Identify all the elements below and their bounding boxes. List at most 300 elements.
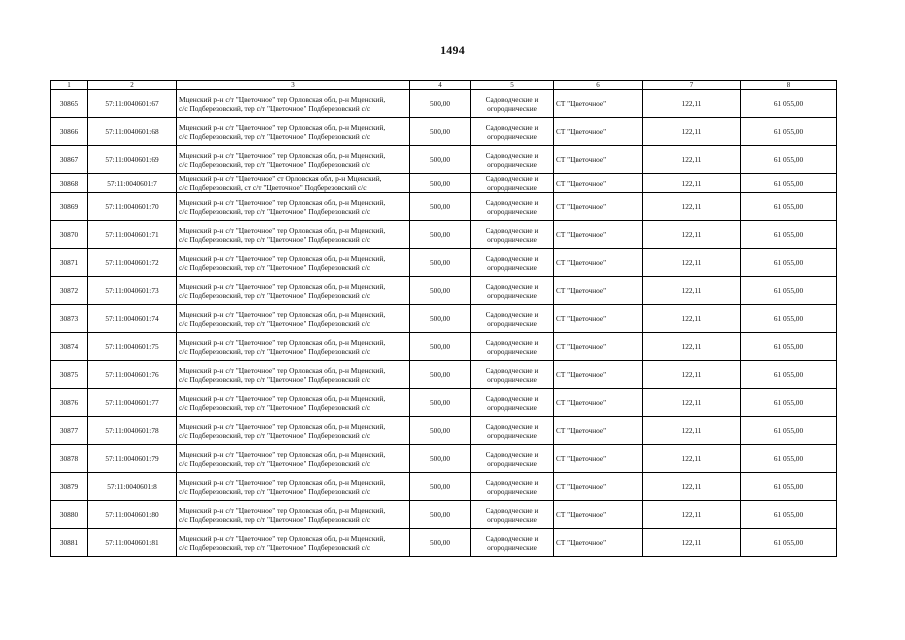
owner-cell <box>554 473 643 501</box>
address-line: с/с Подберезовский, тер с/т "Цветочное" Подберезовский с/с <box>179 131 371 141</box>
permitted-use-cell <box>471 389 554 417</box>
area-cell <box>410 501 471 529</box>
cadastral-value-text: 61 055,00 <box>773 99 804 108</box>
owner-cell <box>554 417 643 445</box>
column-header: 2 <box>88 81 177 90</box>
permitted-use-line: огороднические <box>487 346 537 356</box>
cadastral-value-cell <box>741 90 837 118</box>
area-text: 500,00 <box>429 510 451 519</box>
permitted-use-line: огороднические <box>487 486 537 496</box>
cadastral-number-text: 57:11:0040601:68 <box>105 127 159 136</box>
cadastral-number-cell <box>88 473 177 501</box>
area-text: 500,00 <box>429 230 451 239</box>
area-cell <box>410 473 471 501</box>
owner-text: СТ "Цветочное" <box>556 314 607 323</box>
specific-value-text: 122,11 <box>681 99 702 108</box>
specific-value-cell <box>643 445 741 473</box>
cadastral-value-text: 61 055,00 <box>773 155 804 164</box>
area-cell <box>410 193 471 221</box>
cadastral-value-text: 61 055,00 <box>773 454 804 463</box>
cadastral-number-text: 57:11:0040601:79 <box>105 454 159 463</box>
permitted-use-line: Садоводческие и <box>485 281 539 291</box>
permitted-use-cell <box>471 473 554 501</box>
column-header: 1 <box>51 81 88 90</box>
specific-value-cell <box>643 146 741 174</box>
cadastral-value-cell <box>741 305 837 333</box>
address-line: с/с Подберезовский, тер с/т "Цветочное" Подберезовский с/с <box>179 486 371 496</box>
area-text: 500,00 <box>429 314 451 323</box>
specific-value-text: 122,11 <box>681 398 702 407</box>
area-cell <box>410 333 471 361</box>
cadastral-number-cell <box>88 249 177 277</box>
cadastral-number-cell <box>88 118 177 146</box>
permitted-use-line: огороднические <box>487 374 537 384</box>
table-row <box>51 146 837 174</box>
owner-text: СТ "Цветочное" <box>556 178 607 188</box>
specific-value-text: 122,11 <box>681 286 702 295</box>
permitted-use-line: огороднические <box>487 131 537 141</box>
permitted-use-line: Садоводческие и <box>485 309 539 319</box>
owner-cell <box>554 445 643 473</box>
permitted-use-line: Садоводческие и <box>485 225 539 235</box>
permitted-use-cell <box>471 146 554 174</box>
area-text: 500,00 <box>429 178 451 188</box>
address-line: Мценский р-н с/т "Цветочное" тер Орловская обл, р-н Мценский, <box>179 197 386 207</box>
specific-value-cell <box>643 193 741 221</box>
permitted-use-line: огороднические <box>487 430 537 440</box>
owner-text: СТ "Цветочное" <box>556 127 607 136</box>
cadastral-value-text: 61 055,00 <box>773 482 804 491</box>
table-row <box>51 445 837 473</box>
row-number-cell <box>51 529 88 557</box>
permitted-use-line: огороднические <box>487 183 537 192</box>
area-text: 500,00 <box>429 155 451 164</box>
address-line: Мценский р-н с/т "Цветочное" тер Орловская обл, р-н Мценский, <box>179 337 386 347</box>
table-row <box>51 417 837 445</box>
cadastral-number-cell <box>88 193 177 221</box>
row-number-text: 30866 <box>59 127 79 136</box>
table-row <box>51 501 837 529</box>
row-number-text: 30878 <box>59 454 79 463</box>
address-line: с/с Подберезовский, тер с/т "Цветочное" Подберезовский с/с <box>179 234 371 244</box>
specific-value-text: 122,11 <box>681 426 702 435</box>
specific-value-text: 122,11 <box>681 370 702 379</box>
owner-text: СТ "Цветочное" <box>556 286 607 295</box>
cadastral-value-cell <box>741 277 837 305</box>
address-line: Мценский р-н с/т "Цветочное" тер Орловская обл, р-н Мценский, <box>179 309 386 319</box>
owner-cell <box>554 529 643 557</box>
row-number-text: 30879 <box>59 482 79 491</box>
permitted-use-line: огороднические <box>487 402 537 412</box>
specific-value-text: 122,11 <box>681 202 702 211</box>
cadastral-number-text: 57:11:0040601:71 <box>105 230 159 239</box>
address-line: с/с Подберезовский, тер с/т "Цветочное" Подберезовский с/с <box>179 514 371 524</box>
address-cell <box>177 305 410 333</box>
owner-cell <box>554 118 643 146</box>
specific-value-text: 122,11 <box>681 342 702 351</box>
area-text: 500,00 <box>429 482 451 491</box>
permitted-use-cell <box>471 417 554 445</box>
address-line: с/с Подберезовский, тер с/т "Цветочное" Подберезовский с/с <box>179 542 371 552</box>
address-cell <box>177 445 410 473</box>
address-cell <box>177 389 410 417</box>
cadastral-value-text: 61 055,00 <box>773 178 804 188</box>
address-line: с/с Подберезовский, тер с/т "Цветочное" Подберезовский с/с <box>179 262 371 272</box>
table-row <box>51 473 837 501</box>
cadastral-number-text: 57:11:0040601:75 <box>105 342 159 351</box>
address-cell <box>177 473 410 501</box>
row-number-text: 30880 <box>59 510 79 519</box>
row-number-text: 30865 <box>59 99 79 108</box>
specific-value-cell <box>643 529 741 557</box>
table-row <box>51 529 837 557</box>
specific-value-text: 122,11 <box>681 510 702 519</box>
cadastral-number-cell <box>88 146 177 174</box>
row-number-text: 30870 <box>59 230 79 239</box>
row-number-text: 30874 <box>59 342 79 351</box>
address-line: с/с Подберезовский, тер с/т "Цветочное" Подберезовский с/с <box>179 374 371 384</box>
specific-value-cell <box>643 174 741 193</box>
cadastral-number-cell <box>88 529 177 557</box>
cadastral-number-cell <box>88 174 177 193</box>
area-cell <box>410 146 471 174</box>
owner-text: СТ "Цветочное" <box>556 342 607 351</box>
owner-text: СТ "Цветочное" <box>556 482 607 491</box>
row-number-cell <box>51 417 88 445</box>
cadastral-number-text: 57:11:0040601:67 <box>105 99 159 108</box>
permitted-use-cell <box>471 221 554 249</box>
address-line: Мценский р-н с/т "Цветочное" тер Орловская обл, р-н Мценский, <box>179 393 386 403</box>
address-cell <box>177 221 410 249</box>
permitted-use-line: Садоводческие и <box>485 449 539 459</box>
permitted-use-cell <box>471 118 554 146</box>
owner-text: СТ "Цветочное" <box>556 510 607 519</box>
cadastral-number-text: 57:11:0040601:73 <box>105 286 159 295</box>
address-line: с/с Подберезовский, тер с/т "Цветочное" Подберезовский с/с <box>179 458 371 468</box>
permitted-use-line: Садоводческие и <box>485 421 539 431</box>
permitted-use-cell <box>471 193 554 221</box>
column-header: 6 <box>554 81 643 90</box>
row-number-text: 30875 <box>59 370 79 379</box>
row-number-text: 30869 <box>59 202 79 211</box>
cadastral-number-text: 57:11:0040601:72 <box>105 258 159 267</box>
row-number-cell <box>51 174 88 193</box>
owner-cell <box>554 333 643 361</box>
row-number-cell <box>51 361 88 389</box>
owner-cell <box>554 305 643 333</box>
specific-value-cell <box>643 305 741 333</box>
address-cell <box>177 90 410 118</box>
permitted-use-cell <box>471 333 554 361</box>
area-cell <box>410 445 471 473</box>
cadastral-number-cell <box>88 277 177 305</box>
row-number-cell <box>51 249 88 277</box>
address-line: Мценский р-н с/т "Цветочное" тер Орловская обл, р-н Мценский, <box>179 122 386 132</box>
address-line: Мценский р-н с/т "Цветочное" тер Орловская обл, р-н Мценский, <box>179 150 386 160</box>
specific-value-text: 122,11 <box>681 155 702 164</box>
address-line: Мценский р-н с/т "Цветочное" тер Орловская обл, р-н Мценский, <box>179 225 386 235</box>
cadastral-value-cell <box>741 193 837 221</box>
address-line: Мценский р-н с/т "Цветочное" тер Орловская обл, р-н Мценский, <box>179 505 386 515</box>
cadastral-value-text: 61 055,00 <box>773 230 804 239</box>
owner-cell <box>554 249 643 277</box>
table-row <box>51 277 837 305</box>
area-text: 500,00 <box>429 286 451 295</box>
permitted-use-line: Садоводческие и <box>485 337 539 347</box>
cadastral-value-text: 61 055,00 <box>773 286 804 295</box>
address-cell <box>177 361 410 389</box>
cadastral-number-cell <box>88 501 177 529</box>
area-cell <box>410 249 471 277</box>
cadastral-value-cell <box>741 146 837 174</box>
owner-cell <box>554 221 643 249</box>
address-line: с/с Подберезовский, тер с/т "Цветочное" Подберезовский с/с <box>179 290 371 300</box>
row-number-text: 30872 <box>59 286 79 295</box>
cadastral-number-cell <box>88 90 177 118</box>
address-cell <box>177 118 410 146</box>
address-line: Мценский р-н с/т "Цветочное" тер Орловская обл, р-н Мценский, <box>179 94 386 104</box>
owner-text: СТ "Цветочное" <box>556 426 607 435</box>
area-cell <box>410 529 471 557</box>
cadastral-number-text: 57:11:0040601:76 <box>105 370 159 379</box>
table-row <box>51 90 837 118</box>
cadastral-number-cell <box>88 221 177 249</box>
area-cell <box>410 90 471 118</box>
owner-text: СТ "Цветочное" <box>556 398 607 407</box>
permitted-use-cell <box>471 90 554 118</box>
cadastral-value-text: 61 055,00 <box>773 127 804 136</box>
cadastral-value-text: 61 055,00 <box>773 370 804 379</box>
table-row <box>51 174 837 193</box>
specific-value-cell <box>643 361 741 389</box>
cadastral-number-text: 57:11:0040601:80 <box>105 510 159 519</box>
specific-value-cell <box>643 277 741 305</box>
area-cell <box>410 417 471 445</box>
permitted-use-cell <box>471 501 554 529</box>
permitted-use-line: Садоводческие и <box>485 94 539 104</box>
owner-cell <box>554 193 643 221</box>
cadastral-value-cell <box>741 529 837 557</box>
cadastral-value-text: 61 055,00 <box>773 342 804 351</box>
cadastral-value-text: 61 055,00 <box>773 510 804 519</box>
owner-text: СТ "Цветочное" <box>556 538 607 547</box>
permitted-use-line: огороднические <box>487 542 537 552</box>
area-cell <box>410 174 471 193</box>
cadastral-value-cell <box>741 249 837 277</box>
cadastral-value-cell <box>741 501 837 529</box>
table-row <box>51 249 837 277</box>
row-number-text: 30871 <box>59 258 79 267</box>
area-text: 500,00 <box>429 202 451 211</box>
owner-text: СТ "Цветочное" <box>556 454 607 463</box>
permitted-use-line: огороднические <box>487 103 537 113</box>
address-line: с/с Подберезовский, тер с/т "Цветочное" Подберезовский с/с <box>179 103 371 113</box>
table-row <box>51 221 837 249</box>
cadastral-number-cell <box>88 361 177 389</box>
cadastral-value-text: 61 055,00 <box>773 202 804 211</box>
permitted-use-line: огороднические <box>487 234 537 244</box>
permitted-use-line: Садоводческие и <box>485 393 539 403</box>
address-line: Мценский р-н с/т "Цветочное" тер Орловская обл, р-н Мценский, <box>179 365 386 375</box>
cadastral-number-text: 57:11:0040601:74 <box>105 314 159 323</box>
address-line: Мценский р-н с/т "Цветочное" тер Орловская обл, р-н Мценский, <box>179 477 386 487</box>
cadastral-number-text: 57:11:0040601:7 <box>107 178 157 188</box>
row-number-cell <box>51 118 88 146</box>
permitted-use-line: огороднические <box>487 514 537 524</box>
cadastral-value-text: 61 055,00 <box>773 258 804 267</box>
cadastral-value-cell <box>741 174 837 193</box>
address-line: с/с Подберезовский, тер с/т "Цветочное" Подберезовский с/с <box>179 318 371 328</box>
owner-text: СТ "Цветочное" <box>556 258 607 267</box>
row-number-text: 30876 <box>59 398 79 407</box>
address-line: Мценский р-н с/т "Цветочное" тер Орловская обл, р-н Мценский, <box>179 253 386 263</box>
address-cell <box>177 174 410 193</box>
row-number-cell <box>51 146 88 174</box>
cadastral-value-cell <box>741 445 837 473</box>
cadastral-value-text: 61 055,00 <box>773 538 804 547</box>
row-number-text: 30877 <box>59 426 79 435</box>
column-header: 4 <box>410 81 471 90</box>
row-number-cell <box>51 193 88 221</box>
owner-cell <box>554 277 643 305</box>
address-line: Мценский р-н с/т "Цветочное" тер Орловская обл, р-н Мценский, <box>179 533 386 543</box>
owner-text: СТ "Цветочное" <box>556 370 607 379</box>
address-line: с/с Подберезовский, тер с/т "Цветочное" Подберезовский с/с <box>179 402 371 412</box>
area-cell <box>410 389 471 417</box>
specific-value-cell <box>643 417 741 445</box>
permitted-use-cell <box>471 249 554 277</box>
permitted-use-line: огороднические <box>487 262 537 272</box>
area-text: 500,00 <box>429 127 451 136</box>
area-text: 500,00 <box>429 426 451 435</box>
row-number-cell <box>51 90 88 118</box>
permitted-use-line: Садоводческие и <box>485 197 539 207</box>
address-cell <box>177 529 410 557</box>
owner-cell <box>554 174 643 193</box>
area-text: 500,00 <box>429 398 451 407</box>
table-row <box>51 118 837 146</box>
page-number: 1494 <box>440 43 465 57</box>
address-line: с/с Подберезовский, тер с/т "Цветочное" Подберезовский с/с <box>179 206 371 216</box>
permitted-use-line: Садоводческие и <box>485 122 539 132</box>
specific-value-cell <box>643 473 741 501</box>
row-number-text: 30873 <box>59 314 79 323</box>
address-cell <box>177 146 410 174</box>
specific-value-cell <box>643 333 741 361</box>
address-line: Мценский р-н с/т "Цветочное" тер Орловская обл, р-н Мценский, <box>179 449 386 459</box>
specific-value-cell <box>643 501 741 529</box>
area-text: 500,00 <box>429 258 451 267</box>
row-number-cell <box>51 473 88 501</box>
cadastral-value-cell <box>741 118 837 146</box>
cadastral-number-text: 57:11:0040601:78 <box>105 426 159 435</box>
row-number-cell <box>51 333 88 361</box>
address-cell <box>177 277 410 305</box>
cadastral-value-cell <box>741 333 837 361</box>
specific-value-text: 122,11 <box>681 538 702 547</box>
specific-value-text: 122,11 <box>681 230 702 239</box>
specific-value-text: 122,11 <box>681 178 702 188</box>
cadastral-number-text: 57:11:0040601:81 <box>105 538 159 547</box>
specific-value-text: 122,11 <box>681 258 702 267</box>
table-row <box>51 193 837 221</box>
owner-cell <box>554 90 643 118</box>
area-cell <box>410 305 471 333</box>
permitted-use-cell <box>471 305 554 333</box>
specific-value-text: 122,11 <box>681 482 702 491</box>
column-number-row <box>51 81 837 90</box>
specific-value-cell <box>643 118 741 146</box>
column-header: 5 <box>471 81 554 90</box>
address-line: с/с Подберезовский, тер с/т "Цветочное" Подберезовский с/с <box>179 430 371 440</box>
table-row <box>51 361 837 389</box>
row-number-text: 30868 <box>59 178 79 188</box>
cadastral-number-cell <box>88 445 177 473</box>
area-text: 500,00 <box>429 99 451 108</box>
address-cell <box>177 249 410 277</box>
permitted-use-line: Садоводческие и <box>485 477 539 487</box>
specific-value-text: 122,11 <box>681 454 702 463</box>
address-line: с/с Подберезовский, ст с/т "Цветочное" Подберезовский с/с <box>179 183 367 192</box>
table-row <box>51 305 837 333</box>
address-line: Мценский р-н с/т "Цветочное" тер Орловская обл, р-н Мценский, <box>179 281 386 291</box>
permitted-use-cell <box>471 445 554 473</box>
permitted-use-line: Садоводческие и <box>485 505 539 515</box>
address-line: с/с Подберезовский, тер с/т "Цветочное" Подберезовский с/с <box>179 346 371 356</box>
permitted-use-cell <box>471 174 554 193</box>
owner-text: СТ "Цветочное" <box>556 202 607 211</box>
cadastral-value-cell <box>741 473 837 501</box>
row-number-cell <box>51 305 88 333</box>
area-cell <box>410 118 471 146</box>
owner-cell <box>554 389 643 417</box>
table-row <box>51 389 837 417</box>
cadastral-value-text: 61 055,00 <box>773 398 804 407</box>
cadastral-value-cell <box>741 221 837 249</box>
area-text: 500,00 <box>429 454 451 463</box>
row-number-cell <box>51 221 88 249</box>
permitted-use-line: огороднические <box>487 290 537 300</box>
cadastral-value-text: 61 055,00 <box>773 426 804 435</box>
specific-value-cell <box>643 90 741 118</box>
permitted-use-line: Садоводческие и <box>485 174 539 183</box>
address-line: Мценский р-н с/т "Цветочное" тер Орловская обл, р-н Мценский, <box>179 421 386 431</box>
area-text: 500,00 <box>429 370 451 379</box>
address-line: Мценский р-н с/т "Цветочное" ст Орловская обл, р-н Мценский, <box>179 174 382 183</box>
permitted-use-cell <box>471 529 554 557</box>
address-cell <box>177 501 410 529</box>
area-cell <box>410 361 471 389</box>
column-header: 8 <box>741 81 837 90</box>
cadastral-number-text: 57:11:0040601:77 <box>105 398 159 407</box>
cadastral-number-cell <box>88 417 177 445</box>
permitted-use-line: Садоводческие и <box>485 365 539 375</box>
address-cell <box>177 333 410 361</box>
cadastral-value-cell <box>741 417 837 445</box>
owner-text: СТ "Цветочное" <box>556 99 607 108</box>
specific-value-cell <box>643 221 741 249</box>
cadastral-number-text: 57:11:0040601:70 <box>105 202 159 211</box>
owner-cell <box>554 146 643 174</box>
owner-text: СТ "Цветочное" <box>556 155 607 164</box>
permitted-use-line: огороднические <box>487 206 537 216</box>
cadastral-number-text: 57:11:0040601:69 <box>105 155 159 164</box>
row-number-text: 30867 <box>59 155 79 164</box>
permitted-use-line: Садоводческие и <box>485 533 539 543</box>
owner-cell <box>554 361 643 389</box>
cadastral-number-text: 57:11:0040601:8 <box>107 482 157 491</box>
cadastral-value-cell <box>741 389 837 417</box>
